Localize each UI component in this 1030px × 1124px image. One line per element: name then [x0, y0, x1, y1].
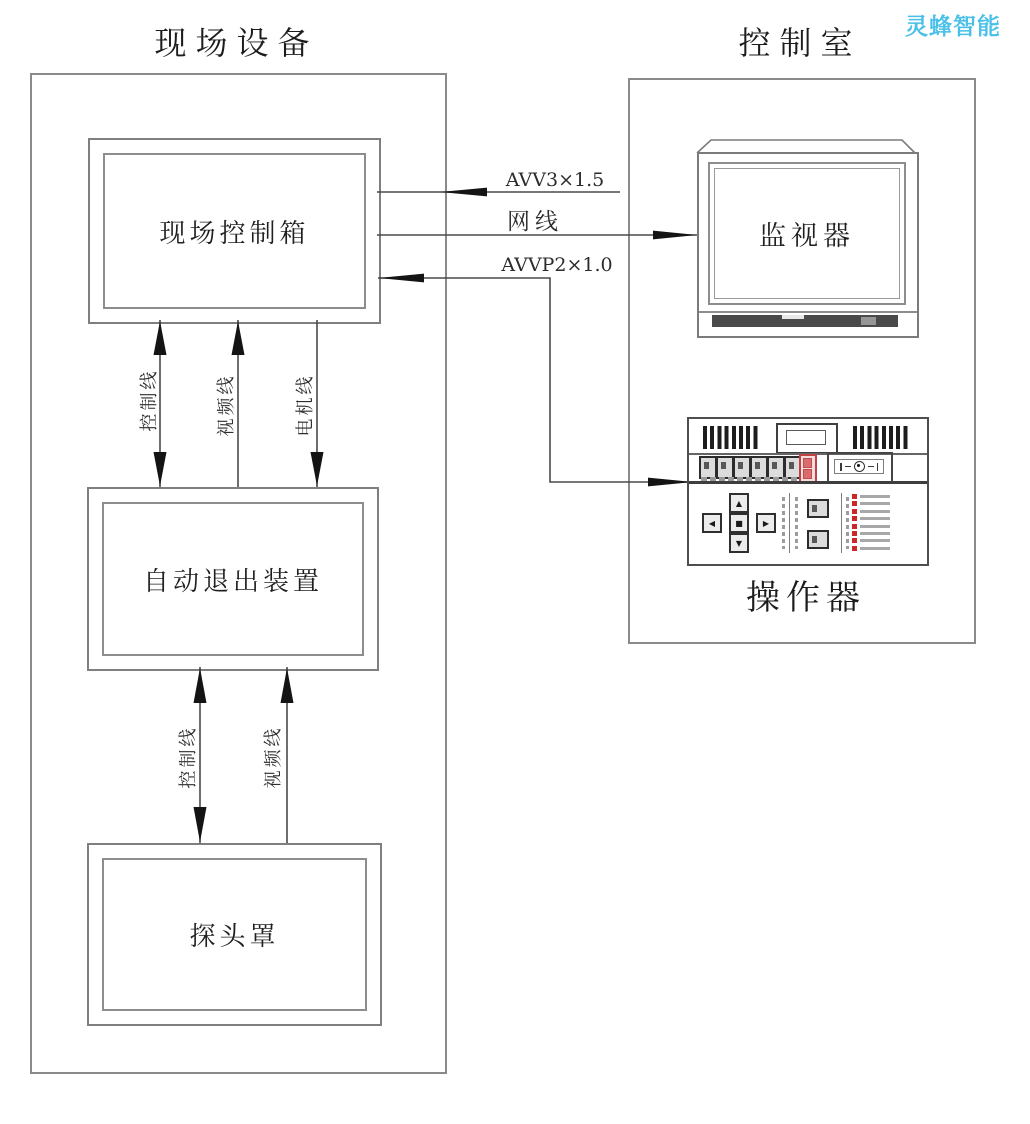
probe-cover-box-label: 探头罩 [189, 922, 280, 952]
fine-print-decoration [860, 532, 890, 535]
auto-exit-box [87, 487, 379, 671]
fine-print-decoration [860, 517, 890, 520]
fine-print-decoration [701, 477, 803, 481]
knob-scale [834, 459, 884, 474]
fine-print-decoration [846, 497, 849, 549]
field-equipment-title: 现场设备 [154, 24, 319, 62]
led-indicator [852, 494, 857, 499]
avv-cable-arrow-left-icon [440, 188, 487, 197]
monitor-label: 监视器 [759, 221, 855, 252]
panel-button [807, 530, 829, 549]
panel-button [750, 456, 768, 479]
monitor-power-button [861, 317, 876, 325]
probe-cover-box [87, 843, 382, 1026]
operator-panel [687, 417, 929, 566]
dpad-up-button: ▲ [729, 493, 749, 513]
lower-video-line-label: 视频线 [263, 725, 284, 789]
knob-icon [854, 461, 865, 472]
fine-print-decoration [782, 497, 785, 549]
upper-control-line-label: 控制线 [139, 368, 160, 432]
probe-cover-box-inner-frame [102, 858, 367, 1011]
avv-cable-label: AVV3×1.5 [505, 169, 605, 191]
lower-control-line-label: 控制线 [178, 725, 199, 789]
control-room-title: 控制室 [738, 24, 862, 62]
monitor [697, 152, 919, 338]
auto-exit-box-inner-frame [102, 502, 364, 656]
vent-grille-left-icon [703, 426, 759, 449]
monitor-divider [699, 311, 917, 313]
auto-exit-box-label: 自动退出装置 [142, 566, 323, 597]
monitor-screen-inner-frame [714, 168, 900, 299]
led-indicator [852, 538, 857, 543]
monitor-screen [708, 162, 906, 305]
dpad-left-button: ◀ [702, 513, 722, 533]
panel-button [807, 499, 829, 518]
panel-separator-line [841, 493, 842, 553]
dpad-center-button: ■ [729, 513, 749, 533]
control-box-label: 现场控制箱 [159, 218, 310, 249]
avvp-cable-label: AVVP2×1.0 [501, 254, 613, 276]
motor-line-label: 电机线 [295, 373, 316, 437]
panel-button [733, 456, 751, 479]
knob-control [827, 452, 893, 483]
operator-label: 操作器 [746, 578, 866, 618]
panel-button [699, 456, 717, 479]
monitor-bar-notch [782, 315, 804, 319]
fine-print-decoration [860, 495, 890, 498]
fine-print-decoration [860, 502, 890, 505]
fine-print-decoration [860, 525, 890, 528]
led-indicator [852, 546, 857, 551]
panel-button [716, 456, 734, 479]
dpad-right-button: ▶ [756, 513, 776, 533]
control-box-inner-frame [103, 153, 366, 309]
seven-segment-display [799, 454, 817, 484]
vent-grille-right-icon [853, 426, 909, 449]
fine-print-decoration [860, 510, 890, 513]
panel-separator-line [789, 493, 790, 553]
watermark-logo: 灵蜂智能 [905, 14, 1001, 40]
fine-print-decoration [860, 539, 890, 542]
dpad-down-button: ▼ [729, 533, 749, 553]
monitor-speaker-bar [712, 315, 898, 327]
fine-print-decoration [795, 497, 798, 549]
control-box [88, 138, 381, 324]
fine-print-decoration [860, 547, 890, 550]
net-cable-label: 网线 [507, 209, 563, 235]
led-indicator [852, 524, 857, 529]
upper-video-line-label: 视频线 [216, 373, 237, 437]
led-indicator [852, 509, 857, 514]
led-indicator [852, 516, 857, 521]
led-indicator [852, 531, 857, 536]
panel-divider-bottom [689, 481, 927, 484]
panel-display-window [776, 423, 838, 454]
panel-button [767, 456, 785, 479]
led-indicator [852, 501, 857, 506]
panel-display-inner [786, 430, 826, 445]
